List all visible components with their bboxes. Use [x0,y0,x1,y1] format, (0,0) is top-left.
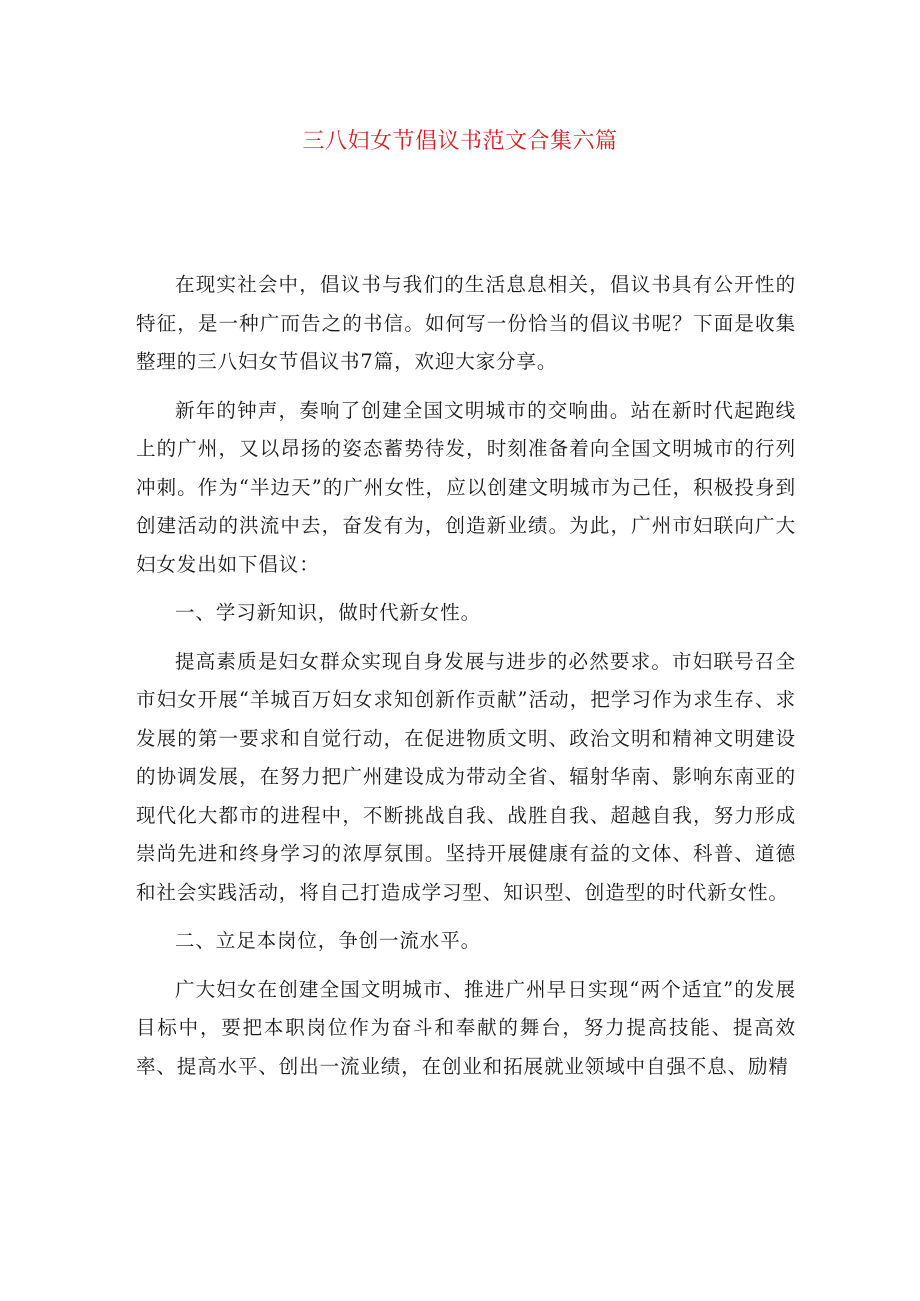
paragraph-section-1: 提高素质是妇女群众实现自身发展与进步的必然要求。市妇联号召全市妇女开展“羊城百万妇女求知创新作贡献”活动，把学习作为求生存、求发展的第一要求和自觉行动，在促进物质文明、政治文明和精神文明建设的协调发展，在努力把广州建设成为带动全省、辐射华南、影响东南亚的现代化大都市的进程中，不断挑战自我、战胜自我、超越自我，努力形成崇尚先进和终身学习的浓厚氛围。坚持开展健康有益的文体、科普、道德和社会实践活动，将自己打造成学习型、知识型、创造型的时代新女性。 [136,649,796,904]
section-heading-1: 一、学习新知识，做时代新女性。 [175,601,482,624]
section-heading-2: 二、立足本岗位，争创一流水平。 [175,929,482,952]
paragraph-intro: 在现实社会中，倡议书与我们的生活息息相关，倡议书具有公开性的特征，是一种广而告之的书信。如何写一份恰当的倡议书呢？下面是收集整理的三八妇女节倡议书7篇，欢迎大家分享。 [136,273,796,373]
document-title: 三八妇女节倡议书范文合集六篇 [302,129,618,154]
paragraph-background: 新年的钟声，奏响了创建全国文明城市的交响曲。站在新时代起跑线上的广州，又以昂扬的姿态蓄势待发，时刻准备着向全国文明城市的行列冲刺。作为“半边天”的广州女性，应以创建文明城市为己任，积极投身到创建活动的洪流中去，奋发有为，创造新业绩。为此，广州市妇联向广大妇女发出如下倡议： [136,398,796,576]
document-body [136,266,796,1086]
paragraph-section-2: 广大妇女在创建全国文明城市、推进广州早日实现“两个适宜”的发展目标中，要把本职岗位作为奋斗和奉献的舞台，努力提高技能、提高效率、提高水平、创出一流业绩，在创业和拓展就业领域中自强不息、励精 [136,977,796,1078]
